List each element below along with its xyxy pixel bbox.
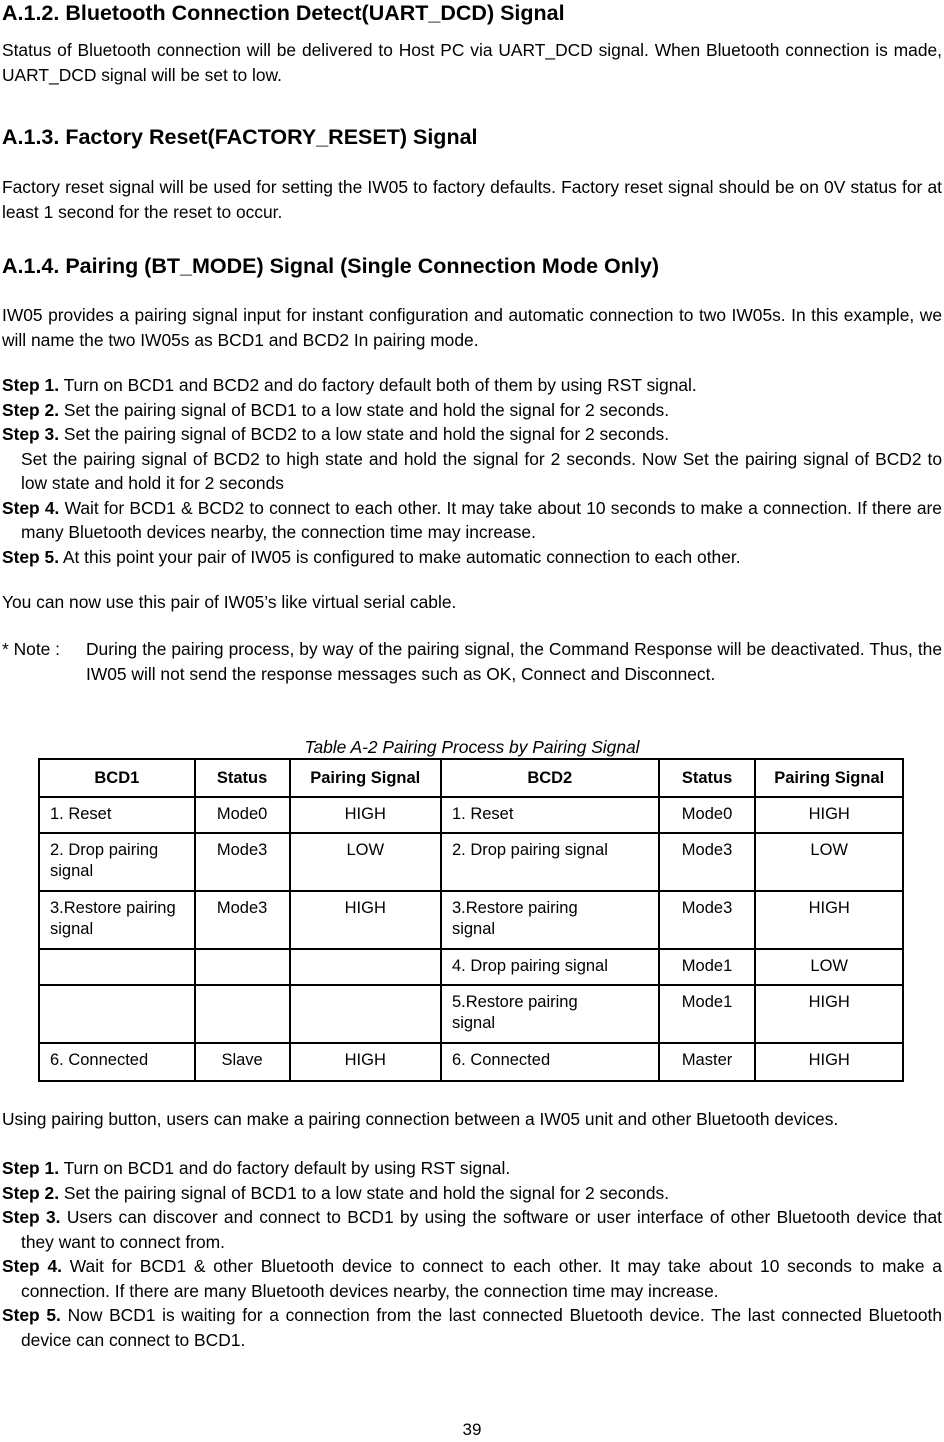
- step-label: Step 2.: [2, 1182, 60, 1203]
- header-cell: Pairing Signal: [290, 759, 441, 797]
- table-cell: HIGH: [290, 1043, 441, 1081]
- table-cell: HIGH: [290, 891, 441, 949]
- table-cell: Slave: [195, 1043, 290, 1081]
- step-text: Set the pairing signal of BCD1 to a low state and hold the signal for 2 seconds.: [63, 1182, 670, 1203]
- note-label: * Note :: [2, 639, 65, 659]
- heading-a14: A.1.4. Pairing (BT_MODE) Signal (Single Connection Mode Only): [2, 254, 659, 278]
- table-cell: 1. Reset: [441, 797, 659, 833]
- step-label: Step 4.: [2, 497, 60, 518]
- table-cell: LOW: [755, 949, 903, 985]
- table-cell: Mode0: [659, 797, 756, 833]
- table-cell: [39, 949, 195, 985]
- table-cell: LOW: [290, 833, 441, 891]
- step-label: Step 4.: [2, 1256, 62, 1276]
- heading-a13: A.1.3. Factory Reset(FACTORY_RESET) Signal: [2, 125, 478, 149]
- step-item: [2, 1303, 942, 1352]
- step-text: Users can discover and connect to BCD1 by using the software or user interface of other Bluetooth device that they want to connect from.: [21, 1207, 942, 1252]
- table-cell: Mode3: [195, 891, 290, 949]
- table-cell: 4. Drop pairing signal: [441, 949, 659, 985]
- table-cell: HIGH: [290, 797, 441, 833]
- table-cell: [195, 949, 290, 985]
- step-item: [2, 1254, 942, 1303]
- table-row: [39, 985, 903, 1043]
- header-cell: Status: [659, 759, 756, 797]
- table-cell: Mode0: [195, 797, 290, 833]
- step-text: Set the pairing signal of BCD2 to high state and hold the signal for 2 seconds. Now Set the pairing signal of BCD2 to low state and hold it for 2 seconds: [21, 448, 942, 493]
- table-cell: 1. Reset: [39, 797, 195, 833]
- table-cell: [290, 985, 441, 1043]
- table-cell: 2. Drop pairing signal: [39, 833, 195, 891]
- header-cell: Status: [195, 759, 290, 797]
- section-a12: [2, 0, 942, 26]
- step-label: Step 3.: [2, 424, 60, 444]
- section-a14: [2, 253, 942, 279]
- header-cell: Pairing Signal: [755, 759, 903, 797]
- table-row: [39, 833, 903, 891]
- paragraph-virtual: You can now use this pair of IW05’s like virtual serial cable.: [2, 592, 457, 612]
- table-cell: 6. Connected: [441, 1043, 659, 1081]
- table-cell: 6. Connected: [39, 1043, 195, 1081]
- table-cell: [195, 985, 290, 1043]
- note-text: During the pairing process, by way of the pairing signal, the Command Response will be deactivated. Thus, the IW05 will not send the response messages such as OK, Connect and Disconnect.: [86, 639, 942, 684]
- table-cell: Mode3: [659, 833, 756, 891]
- section-a13: [2, 124, 942, 150]
- step-text: Now BCD1 is waiting for a connection from the last connected Bluetooth device. The last connected Bluetooth device can connect to BCD1.: [21, 1305, 942, 1350]
- step-item: [2, 1181, 942, 1206]
- button-pairing-steps: [2, 1156, 942, 1352]
- note-block: [2, 637, 942, 686]
- step-item: [2, 1156, 942, 1181]
- table-cell: Mode1: [659, 949, 756, 985]
- step-label: Step 2.: [2, 399, 60, 420]
- section-a12-body: [2, 38, 942, 87]
- table-cell: Mode3: [659, 891, 756, 949]
- table-cell: 3.Restore pairing signal: [39, 891, 195, 949]
- table-cell: Mode3: [195, 833, 290, 891]
- step-text: Wait for BCD1 & other Bluetooth device to connect to each other. It may take about 10 seconds to make a connection. If there are many Bluetooth devices nearby, the connection time may increase.: [21, 1256, 942, 1301]
- section-a13-body: [2, 175, 942, 224]
- step-text: Turn on BCD1 and BCD2 and do factory default both of them by using RST signal.: [63, 375, 697, 395]
- step-label: Step 1.: [2, 1158, 60, 1178]
- table-cell: [290, 949, 441, 985]
- section-a14-intro: [2, 303, 942, 352]
- step-text: Set the pairing signal of BCD2 to a low state and hold the signal for 2 seconds.: [63, 424, 670, 444]
- table-cell: [39, 985, 195, 1043]
- table-cell: Mode1: [659, 985, 756, 1043]
- table-wrap: [0, 758, 944, 1082]
- pairing-table: [38, 758, 904, 1082]
- step-text: Wait for BCD1 & BCD2 to connect to each other. It may take about 10 seconds to make a connection. If there are many Bluetooth devices nearby, the connection time may increase.: [21, 497, 942, 542]
- step-label: Step 5.: [2, 546, 60, 567]
- table-row: [39, 1043, 903, 1081]
- table-cell: LOW: [755, 833, 903, 891]
- step-item-continuation: [2, 447, 942, 496]
- table-cell: 2. Drop pairing signal: [441, 833, 659, 891]
- heading-a12: A.1.2. Bluetooth Connection Detect(UART_DCD) Signal: [2, 1, 565, 25]
- step-item: [2, 496, 942, 545]
- paragraph-button-intro: Using pairing button, users can make a pairing connection between a IW05 unit and other Bluetooth devices.: [2, 1109, 839, 1129]
- table-cell: 3.Restore pairing signal: [441, 891, 659, 949]
- table-cell: HIGH: [755, 797, 903, 833]
- page-number: 39: [462, 1420, 482, 1439]
- paragraph-a12: Status of Bluetooth connection will be delivered to Host PC via UART_DCD signal. When Bluetooth connection is made, UART_DCD signal will be set to low.: [2, 40, 942, 85]
- step-text: Turn on BCD1 and do factory default by using RST signal.: [63, 1158, 511, 1178]
- table-caption: Table A-2 Pairing Process by Pairing Signal: [304, 737, 640, 757]
- step-item: [2, 545, 942, 570]
- header-cell: BCD2: [441, 759, 659, 797]
- table-cell: Master: [659, 1043, 756, 1081]
- table-caption-wrap: [0, 736, 944, 758]
- step-item: [2, 1205, 942, 1254]
- header-cell: BCD1: [39, 759, 195, 797]
- button-pairing-intro: [2, 1107, 942, 1132]
- virtual-cable-note: [2, 590, 942, 615]
- step-text: At this point your pair of IW05 is configured to make automatic connection to each other.: [62, 546, 741, 567]
- paragraph-a13: Factory reset signal will be used for setting the IW05 to factory defaults. Factory reset signal should be on 0V status for at least 1 second for the reset to occur.: [2, 177, 942, 222]
- step-label: Step 1.: [2, 375, 60, 395]
- table-cell: HIGH: [755, 985, 903, 1043]
- pairing-steps: [2, 373, 942, 569]
- table-cell: 5.Restore pairing signal: [441, 985, 659, 1043]
- table-header-row: [39, 759, 903, 797]
- table-row: [39, 797, 903, 833]
- paragraph-a14-intro: IW05 provides a pairing signal input for instant configuration and automatic connection to two IW05s. In this example, we will name the two IW05s as BCD1 and BCD2 In pairing mode.: [2, 305, 942, 350]
- step-item: [2, 398, 942, 423]
- step-label: Step 3.: [2, 1207, 61, 1227]
- step-item: [2, 373, 942, 398]
- table-row: [39, 949, 903, 985]
- table-cell: HIGH: [755, 1043, 903, 1081]
- step-label: Step 5.: [2, 1305, 61, 1325]
- table-cell: HIGH: [755, 891, 903, 949]
- step-text: Set the pairing signal of BCD1 to a low state and hold the signal for 2 seconds.: [63, 399, 670, 420]
- step-item: [2, 422, 942, 447]
- table-row: [39, 891, 903, 949]
